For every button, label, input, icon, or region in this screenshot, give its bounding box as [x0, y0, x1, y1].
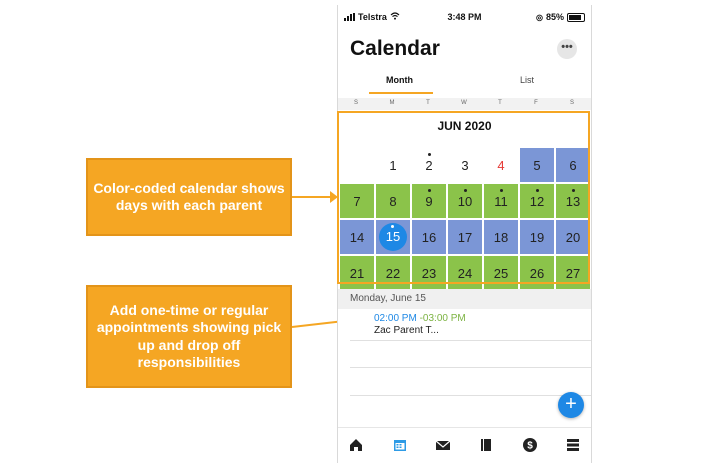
add-appointment-button[interactable]: +	[558, 392, 584, 418]
calendar-day-number: 24	[457, 266, 473, 281]
menu-icon[interactable]	[563, 436, 583, 454]
weekday-label: F	[534, 100, 538, 106]
calendar-day-number: 19	[529, 230, 545, 245]
calendar-day-number: 13	[565, 194, 581, 209]
weekday-label: T	[498, 100, 502, 106]
month-label: JUN 2020	[437, 119, 492, 133]
calendar-day-number: 8	[389, 194, 397, 209]
calendar-day-number: 15	[385, 229, 401, 244]
alarm-icon: ◎	[536, 12, 543, 22]
status-time: 3:48 PM	[447, 12, 482, 22]
appointment-end-time: -03:00 PM	[419, 313, 466, 324]
calendar-day-number: 16	[421, 230, 437, 245]
appointment-item[interactable]	[374, 313, 574, 336]
battery-percent: 85%	[545, 12, 564, 22]
dollar-icon[interactable]	[520, 436, 540, 454]
calendar-callout-text: Color-coded calendar shows days with each parent	[93, 179, 285, 213]
weekday-label: S	[569, 100, 574, 106]
calendar-day-number: 12	[529, 194, 545, 209]
svg-text:$: $	[527, 440, 533, 452]
view-tabs	[338, 75, 591, 97]
divider	[350, 395, 591, 396]
calendar-day-number: 1	[389, 158, 397, 173]
selected-day-header: Monday, June 15	[338, 289, 591, 309]
calendar-day-number: 14	[349, 230, 365, 245]
weekday-label: M	[389, 100, 395, 106]
calendar-day-number: 6	[569, 158, 577, 173]
calendar-day-number: 21	[349, 266, 365, 281]
calendar-highlight-frame	[337, 111, 590, 284]
status-bar	[338, 5, 591, 27]
calendar-day-number: 17	[457, 230, 473, 245]
calendar-day-number: 22	[385, 266, 401, 281]
divider	[350, 340, 591, 341]
tab-list[interactable]: List	[520, 75, 535, 85]
calendar-day-number: 4	[497, 158, 505, 173]
calendar-day-number: 5	[533, 158, 541, 173]
carrier: Telstra	[358, 12, 387, 22]
journal-icon[interactable]	[476, 436, 496, 454]
status-right	[536, 12, 585, 22]
calendar-day-number: 18	[493, 230, 509, 245]
divider	[350, 367, 591, 368]
appointments-callout-text: Add one-time or regular appointments showing pick up and drop off responsibilities	[96, 301, 282, 370]
calendar-day-number: 10	[457, 194, 473, 209]
calendar-day-number: 20	[565, 230, 581, 245]
weekday-label: W	[461, 100, 467, 106]
calendar-day-number: 26	[529, 266, 545, 281]
active-tab-indicator	[369, 92, 433, 94]
ellipsis-icon: •••	[561, 41, 573, 53]
weekday-label: S	[353, 100, 358, 106]
calendar-day-number: 27	[565, 266, 581, 281]
calendar-day-number: 11	[494, 194, 508, 209]
calendar-day-number: 25	[493, 266, 509, 281]
appointment-start-time: 02:00 PM	[374, 313, 417, 324]
weekday-label: T	[426, 100, 430, 106]
battery-icon	[567, 13, 585, 22]
calendar-day-number: 7	[353, 194, 361, 209]
home-icon[interactable]	[346, 436, 366, 454]
mail-icon[interactable]	[433, 436, 453, 454]
more-options-button[interactable]	[557, 39, 577, 59]
tab-month[interactable]: Month	[386, 75, 413, 85]
calendar-day-number: 9	[425, 194, 433, 209]
appointment-title: Zac Parent T...	[374, 325, 439, 336]
calendar-day-number: 23	[421, 266, 437, 281]
bottom-nav	[338, 427, 591, 463]
page-title: Calendar	[350, 37, 440, 60]
calendar-icon[interactable]	[390, 436, 410, 454]
calendar-day-number: 3	[461, 158, 469, 173]
calendar-day-number: 2	[425, 158, 433, 173]
weekday-header	[338, 98, 591, 110]
